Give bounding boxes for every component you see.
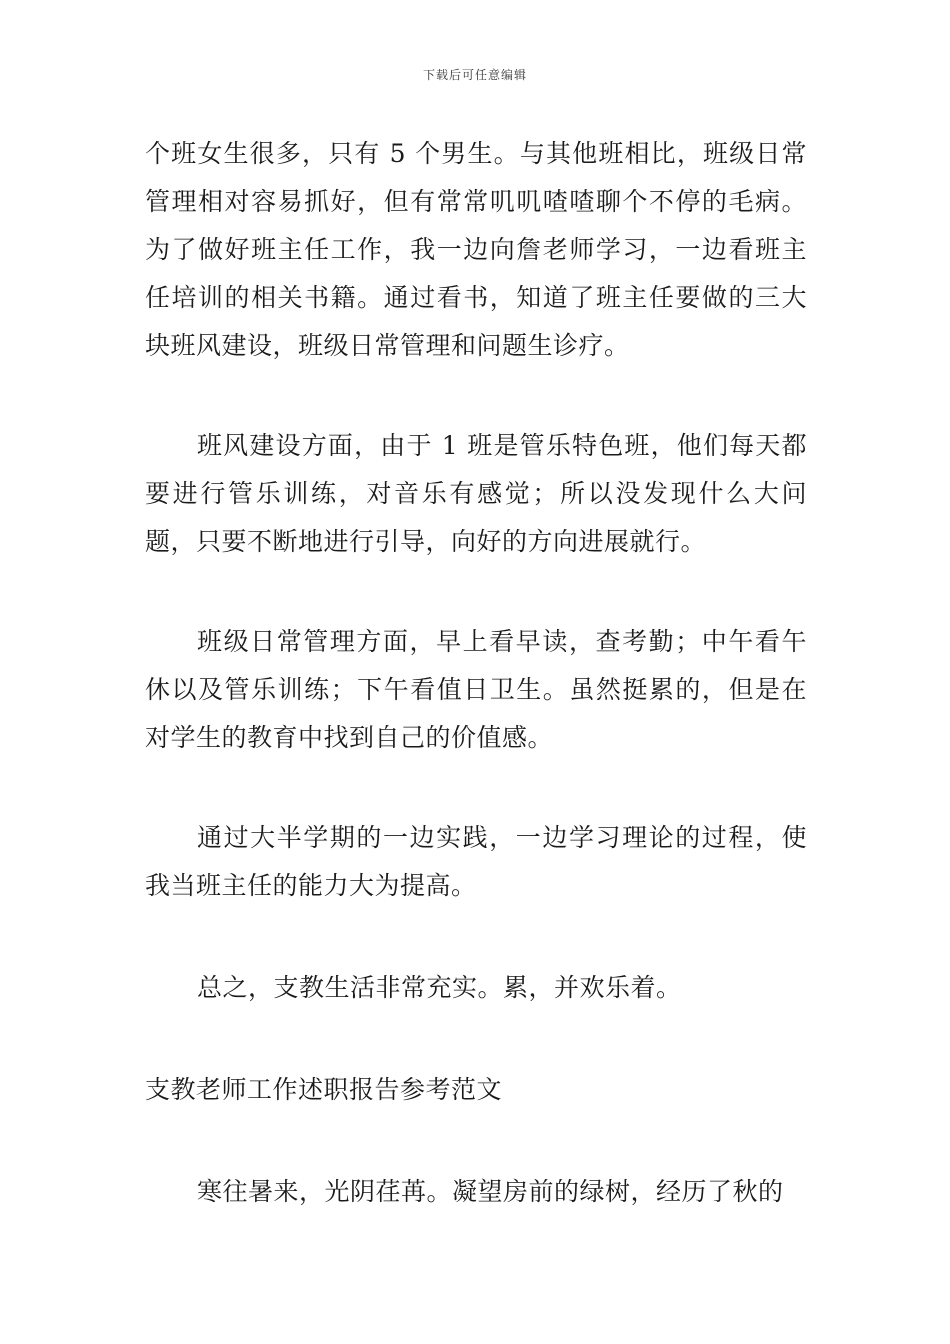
page-header: 下载后可任意编辑 — [422, 68, 527, 82]
paragraph-practice-reflection: 通过大半学期的一边实践，一边学习理论的过程，使我当班主任的能力大为提高。 — [145, 823, 807, 900]
paragraph-continued: 个班女生很多，只有 5 个男生。与其他班相比，班级日常管理相对容易抓好，但有常常叽叽喳喳聊个不停的毛病。为了做好班主任工作，我一边向詹老师学习，一边看班主任培训的相关书籍。通过看书，知道了班主任要做的三大块班风建设，班级日常管理和问题生诊疗。 — [145, 139, 807, 360]
section-title: 支教老师工作述职报告参考范文 — [145, 1075, 503, 1104]
paragraph-class-style: 班风建设方面，由于 1 班是管乐特色班，他们每天都要进行管乐训练，对音乐有感觉；所以没发现什么大问题，只要不断地进行引导，向好的方向进展就行。 — [145, 431, 807, 556]
paragraph-opening: 寒往暑来，光阴荏苒。凝望房前的绿树，经历了秋的 — [197, 1177, 784, 1206]
document-body — [145, 130, 807, 1216]
paragraph-summary: 总之，支教生活非常充实。累，并欢乐着。 — [197, 973, 682, 1002]
paragraph-daily-management: 班级日常管理方面，早上看早读，查考勤；中午看午休以及管乐训练；下午看值日卫生。虽然挺累的，但是在对学生的教育中找到自己的价值感。 — [145, 627, 807, 752]
